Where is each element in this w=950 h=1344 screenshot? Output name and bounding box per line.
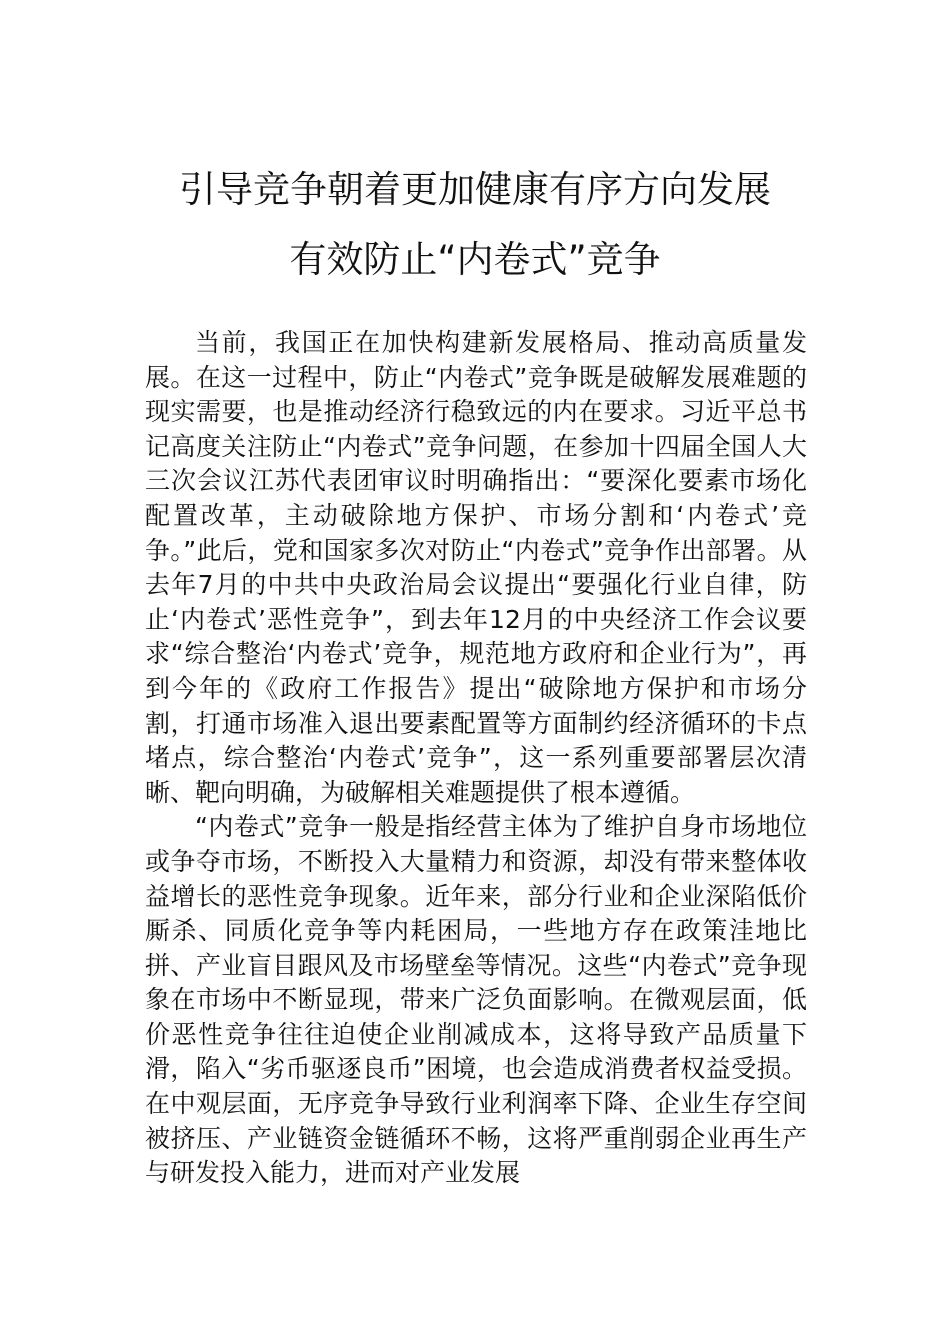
- document-title-line-2: 有效防止“内卷式”竞争: [289, 238, 661, 281]
- document-body: [145, 326, 807, 1191]
- body-paragraph-1: 当前，我国正在加快构建新发展格局、推动高质量发展。在这一过程中，防止“内卷式”竞争既是破解发展难题的现实需要，也是推动经济行稳致远的内在要求。习近平总书记高度关注防止“内卷式”竞争问题，在参加十四届全国人大三次会议江苏代表团审议时明确指出：“要深化要素市场化配置改革，主动破除地方保护、市场分割和‘内卷式’竞争。”此后，党和国家多次对防止“内卷式”竞争作出部署。从去年7月的中共中央政治局会议提出“要强化行业自律，防止‘内卷式’恶性竞争”，到去年12月的中央经济工作会议要求“综合整治‘内卷式’竞争，规范地方政府和企业行为”，再到今年的《政府工作报告》提出“破除地方保护和市场分割，打通市场准入退出要素配置等方面制约经济循环的卡点堵点，综合整治‘内卷式’竞争”，这一系列重要部署层次清晰、靶向明确，为破解相关难题提供了根本遵循。: [145, 328, 807, 807]
- body-paragraph-2: “内卷式”竞争一般是指经营主体为了维护自身市场地位或争夺市场，不断投入大量精力和资源，却没有带来整体收益增长的恶性竞争现象。近年来，部分行业和企业深陷低价厮杀、同质化竞争等内耗困局，一些地方存在政策洼地比拼、产业盲目跟风及市场壁垒等情况。这些“内卷式”竞争现象在市场中不断显现，带来广泛负面影响。在微观层面，低价恶性竞争往往迫使企业削减成本，这将导致产品质量下滑，陷入“劣币驱逐良币”困境，也会造成消费者权益受损。在中观层面，无序竞争导致行业利润率下降、企业生存空间被挤压、产业链资金链循环不畅，这将严重削弱企业再生产与研发投入能力，进而对产业发展: [145, 812, 807, 1188]
- document-title-line-1: 引导竞争朝着更加健康有序方向发展: [179, 168, 771, 211]
